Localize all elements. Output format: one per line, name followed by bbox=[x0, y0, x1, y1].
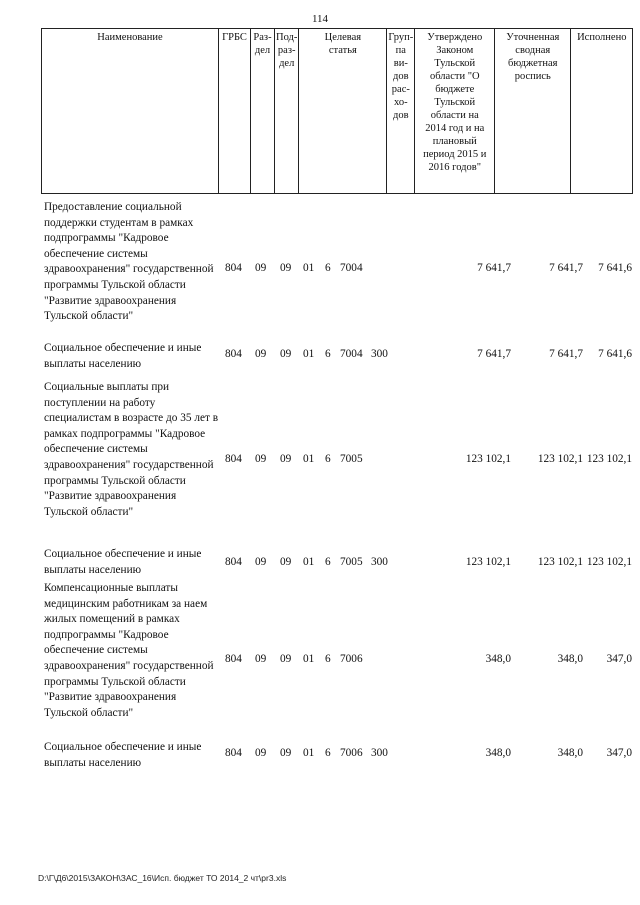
header-utochnennaya: Уточненная сводная бюджетная роспись bbox=[495, 29, 571, 194]
cell-cs-code: 7005 bbox=[340, 453, 363, 465]
cell-cs-program: 01 bbox=[303, 556, 315, 568]
header-grbs: ГРБС bbox=[219, 29, 251, 194]
cell-ispolneno: 123 102,1 bbox=[586, 556, 632, 568]
cell-cs-code: 7005 bbox=[340, 556, 363, 568]
cell-podrazdel: 09 bbox=[280, 653, 292, 665]
cell-cs-code: 7006 bbox=[340, 653, 363, 665]
cell-grbs: 804 bbox=[225, 348, 242, 360]
row-name: Социальное обеспечение и иные выплаты населению bbox=[44, 741, 202, 769]
cell-ispolneno: 123 102,1 bbox=[586, 453, 632, 465]
header-utverzhdeno: Утверждено Законом Тульской области "О бюджете Тульской области на 2014 год и на плановый период 2015 и 2016 годов" bbox=[415, 29, 495, 194]
cell-podrazdel: 09 bbox=[280, 747, 292, 759]
cell-grbs: 804 bbox=[225, 453, 242, 465]
cell-ispolneno: 7 641,6 bbox=[598, 262, 632, 274]
cell-utverzhdeno: 348,0 bbox=[485, 747, 511, 759]
cell-utverzhdeno: 7 641,7 bbox=[477, 348, 511, 360]
cell-cs-subprogram: 6 bbox=[325, 262, 331, 274]
cell-razdel: 09 bbox=[255, 556, 267, 568]
cell-utochnennaya: 7 641,7 bbox=[549, 262, 583, 274]
cell-cs-code: 7004 bbox=[340, 262, 363, 274]
header-podrazdel: Под- раз- дел bbox=[275, 29, 299, 194]
cell-utochnennaya: 123 102,1 bbox=[537, 556, 583, 568]
cell-grbs: 804 bbox=[225, 653, 242, 665]
cell-razdel: 09 bbox=[255, 262, 267, 274]
cell-podrazdel: 09 bbox=[280, 348, 292, 360]
cell-grbs: 804 bbox=[225, 262, 242, 274]
cell-utochnennaya: 7 641,7 bbox=[549, 348, 583, 360]
cell-utochnennaya: 123 102,1 bbox=[537, 453, 583, 465]
cell-razdel: 09 bbox=[255, 653, 267, 665]
cell-cs-program: 01 bbox=[303, 262, 315, 274]
row-name: Социальные выплаты при поступлении на работу специалистам в возрасте до 35 лет в рамках подпрограммы "Кадровое обеспечение системы здравоохранения" государственной программы Тульской области "Развитие здравоохранения Тульской области" bbox=[44, 381, 219, 518]
cell-utverzhdeno: 348,0 bbox=[485, 653, 511, 665]
cell-razdel: 09 bbox=[255, 453, 267, 465]
header-name: Наименование bbox=[42, 29, 219, 194]
cell-utochnennaya: 348,0 bbox=[557, 747, 583, 759]
row-name: Социальное обеспечение и иные выплаты населению bbox=[44, 548, 202, 576]
cell-razdel: 09 bbox=[255, 348, 267, 360]
file-path-footer: D:\Г\Д6\2015\ЗАКОН\ЗАС_16\Исп. бюджет ТО 2014_2 чт\pr3.xls bbox=[38, 873, 287, 883]
cell-cs-subprogram: 6 bbox=[325, 348, 331, 360]
cell-cs-subprogram: 6 bbox=[325, 747, 331, 759]
cell-podrazdel: 09 bbox=[280, 262, 292, 274]
row-name: Предоставление социальной поддержки студентам в рамках подпрограммы "Кадровое обеспечение системы здравоохранения" государственной программы Тульской области "Развитие здравоохранения Тульской области" bbox=[44, 201, 214, 323]
header-razdel: Раз- дел bbox=[251, 29, 275, 194]
row-name: Социальное обеспечение и иные выплаты населению bbox=[44, 342, 202, 370]
row-name: Компенсационные выплаты медицинским работникам за наем жилых помещений в рамках подпрограммы "Кадровое обеспечение системы здравоохранения" государственной программы Тульской области "Развитие здравоохранения Тульской области" bbox=[44, 582, 214, 719]
page-number: 114 bbox=[311, 13, 329, 25]
cell-gruppa: 300 bbox=[371, 747, 388, 759]
cell-ispolneno: 347,0 bbox=[606, 653, 632, 665]
cell-gruppa: 300 bbox=[371, 348, 388, 360]
cell-utverzhdeno: 123 102,1 bbox=[465, 556, 511, 568]
table-header bbox=[41, 28, 633, 194]
cell-cs-code: 7004 bbox=[340, 348, 363, 360]
header-tselevaya: Целевая статья bbox=[299, 29, 387, 194]
cell-razdel: 09 bbox=[255, 747, 267, 759]
header-gruppa: Груп- па ви- дов рас- хо- дов bbox=[387, 29, 415, 194]
cell-ispolneno: 347,0 bbox=[606, 747, 632, 759]
cell-utverzhdeno: 123 102,1 bbox=[465, 453, 511, 465]
cell-cs-program: 01 bbox=[303, 747, 315, 759]
cell-podrazdel: 09 bbox=[280, 556, 292, 568]
cell-ispolneno: 7 641,6 bbox=[598, 348, 632, 360]
cell-cs-program: 01 bbox=[303, 653, 315, 665]
cell-gruppa: 300 bbox=[371, 556, 388, 568]
cell-cs-program: 01 bbox=[303, 453, 315, 465]
cell-cs-code: 7006 bbox=[340, 747, 363, 759]
cell-cs-subprogram: 6 bbox=[325, 556, 331, 568]
cell-grbs: 804 bbox=[225, 747, 242, 759]
cell-utochnennaya: 348,0 bbox=[557, 653, 583, 665]
cell-utverzhdeno: 7 641,7 bbox=[477, 262, 511, 274]
cell-cs-subprogram: 6 bbox=[325, 453, 331, 465]
header-ispolneno: Исполнено bbox=[571, 29, 633, 194]
cell-podrazdel: 09 bbox=[280, 453, 292, 465]
cell-cs-program: 01 bbox=[303, 348, 315, 360]
cell-cs-subprogram: 6 bbox=[325, 653, 331, 665]
cell-grbs: 804 bbox=[225, 556, 242, 568]
